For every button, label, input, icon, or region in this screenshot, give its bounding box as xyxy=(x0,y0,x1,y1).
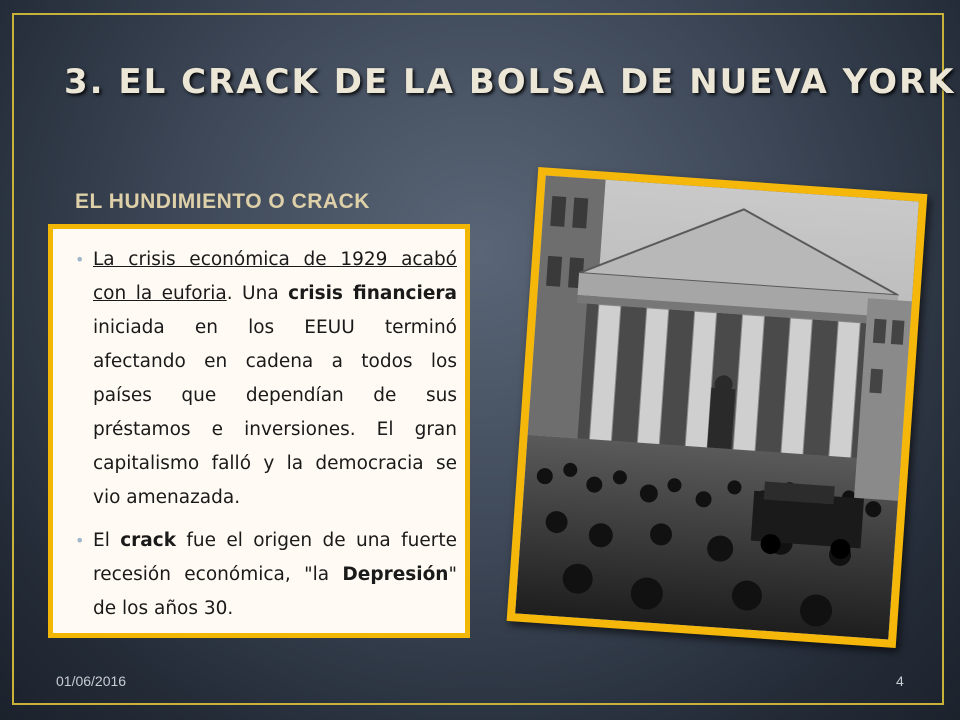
bullet-icon: • xyxy=(75,250,85,269)
photo-illustration xyxy=(515,175,919,639)
slide-subtitle: EL HUNDIMIENTO O CRACK xyxy=(75,190,370,213)
wall-street-crowd-photo-icon xyxy=(515,175,919,639)
bold-text: Depresión xyxy=(342,564,449,585)
page-number: 4 xyxy=(896,673,904,689)
text-run: . Una xyxy=(226,283,289,304)
text-run: El xyxy=(93,530,121,551)
bullet-item-2 xyxy=(71,524,457,626)
bullet-icon: • xyxy=(75,531,85,550)
text-run: " de los años 30. xyxy=(93,564,457,619)
bold-text: crack xyxy=(120,530,177,551)
photo-frame xyxy=(507,167,928,648)
bullet-list xyxy=(71,243,457,626)
underlined-text: La crisis económica de 1929 acabó con la euforia xyxy=(93,249,457,304)
bullet-item-1 xyxy=(71,243,457,515)
slide-title: 3. EL CRACK DE LA BOLSA DE NUEVA YORK xyxy=(64,62,956,102)
footer-date: 01/06/2016 xyxy=(56,673,127,689)
text-box xyxy=(48,224,470,638)
bold-text: crisis financiera xyxy=(288,283,457,304)
text-run: fue el origen de una fuerte recesión económica, "la xyxy=(93,530,457,585)
text-run: iniciada en los EEUU terminó afectando en cadena a todos los países que dependían de sus préstamos e inversiones. El gran capitalismo falló y la democracia se vio amenazada. xyxy=(93,317,457,508)
